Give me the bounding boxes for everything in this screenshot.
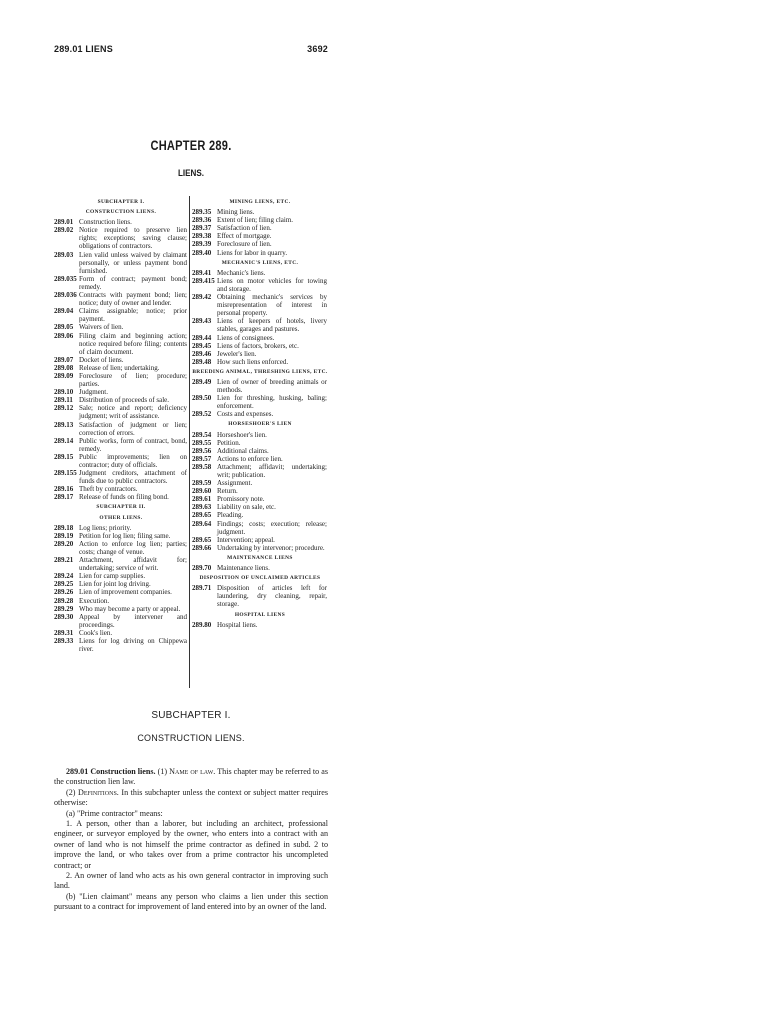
contents-entry-title: Liability on sale, etc. (217, 503, 276, 512)
contents-entry-number: 289.04 (54, 307, 74, 316)
contents-entry (192, 463, 328, 479)
contents-group-heading: MAINTENANCE LIENS (227, 554, 293, 561)
running-head-section: 289.01 LIENS (54, 44, 113, 54)
contents-entry (192, 269, 328, 277)
contents-entry (54, 469, 188, 485)
contents-entry-title: Foreclosure of lien. (217, 240, 272, 249)
paragraph: (a) "Prime contractor" means: (66, 808, 163, 818)
contents-entry-number: 289.08 (54, 363, 74, 372)
contents-entry-number: 289.06 (54, 331, 74, 340)
contents-entry-number: 289.19 (54, 531, 74, 540)
contents-entry (54, 396, 188, 404)
contents-entry-title: Form of contract; payment bond; remedy. (79, 274, 187, 291)
contents-group-heading: HOSPITAL LIENS (234, 611, 286, 618)
contents-entry-number: 289.13 (54, 420, 74, 429)
paragraph (54, 788, 328, 809)
contents-entry-title: Claims assignable; notice; prior payment. (79, 307, 187, 324)
contents-entry-number: 289.12 (54, 404, 74, 413)
contents-entry-number: 289.03 (54, 250, 74, 259)
contents-entry-title: Maintenance liens. (217, 564, 270, 573)
contents-entry-number: 289.44 (192, 333, 212, 342)
contents-entry-number: 289.61 (192, 495, 212, 504)
contents-entry (192, 511, 328, 519)
contents-entry (192, 536, 328, 544)
contents-entry (54, 437, 188, 453)
contents-entry-number: 289.18 (54, 523, 74, 532)
contents-entry-title: Notice required to preserve lien rights; exceptions; saving clause; obligations of contractors. (79, 226, 187, 251)
contents-entry (192, 564, 328, 572)
contents-entry (54, 637, 188, 653)
contents-entry-title: Effect of mortgage. (217, 232, 272, 241)
contents-entry (192, 240, 328, 248)
contents-entry-number: 289.26 (54, 588, 74, 597)
contents-entry-title: Undertaking by intervenor; procedure. (217, 543, 325, 552)
contents-entry (54, 226, 188, 250)
column-divider (189, 196, 190, 688)
contents-entry (54, 605, 188, 613)
contents-entry-number: 289.59 (192, 479, 212, 488)
contents-entry (54, 218, 188, 226)
contents-entry (54, 356, 188, 364)
contents-entry-number: 289.58 (192, 462, 212, 471)
contents-entry-title: Theft by contractors. (79, 485, 138, 494)
page-number: 3692 (307, 44, 328, 54)
contents-entry-title: Public works, form of contract, bond, remedy. (79, 436, 187, 453)
contents-entry-number: 289.63 (192, 503, 212, 512)
contents-group-heading: MECHANIC'S LIENS, ETC. (221, 259, 299, 266)
contents-entry (54, 307, 188, 323)
contents-entry-title: Filing claim and beginning action; notice required before filing; contents of claim document. (79, 331, 187, 356)
contents-entry-title: Docket of liens. (79, 355, 124, 364)
contents-entry (192, 495, 328, 503)
contents-entry-number: 289.33 (54, 636, 74, 645)
contents-entry (192, 439, 328, 447)
contents-entry-number: 289.36 (192, 216, 212, 225)
contents-entry (54, 540, 188, 556)
section-number: 289.01 (66, 767, 89, 776)
running-head (54, 44, 328, 54)
contents-entry (192, 317, 328, 333)
contents-entry-number: 289.415 (192, 276, 215, 285)
paragraph: (b) "Lien claimant" means any person who claims a lien under this section pursuant to a contract for improvement of land entered into by an owner of the land. (54, 891, 328, 912)
contents-entry-title: Extent of lien; filing claim. (217, 216, 294, 225)
contents-left-column (54, 196, 188, 653)
contents-entry (192, 410, 328, 418)
contents-entry (192, 447, 328, 455)
contents-entry-title: Construction liens. (79, 218, 132, 227)
contents-entry-title: Lien of improvement companies. (79, 588, 172, 597)
contents-entry-number: 289.07 (54, 355, 74, 364)
contents-entry (192, 350, 328, 358)
contents-entry-title: Release of funds on filing bond. (79, 493, 169, 502)
contents-entry (54, 388, 188, 396)
contents-entry-number: 289.66 (192, 543, 212, 552)
contents-entry (54, 372, 188, 388)
contents-entry-title: Attachment; affidavit; undertaking; writ; publication. (217, 462, 327, 479)
contents-entry (192, 544, 328, 552)
contents-entry (54, 404, 188, 420)
contents-entry-number: 289.37 (192, 224, 212, 233)
contents-entry-number: 289.38 (192, 232, 212, 241)
contents-entry (54, 251, 188, 275)
contents-entry (192, 277, 328, 293)
contents-entry-number: 289.80 (192, 620, 212, 629)
contents-entry-number: 289.30 (54, 612, 74, 621)
contents-entry-title: Disposition of articles left for laundering, dry cleaning, repair, storage. (217, 584, 327, 609)
contents-entry-title: Additional claims. (217, 446, 269, 455)
contents-entry-number: 289.25 (54, 580, 74, 589)
subsection-label: Definitions. (77, 787, 119, 797)
contents-entry-title: Jeweler's lien. (217, 349, 257, 358)
contents-entry-number: 289.70 (192, 564, 212, 573)
contents-group-heading: HORSESHOER'S LIEN (228, 421, 292, 428)
contents-entry-title: Distribution of proceeds of sale. (79, 396, 170, 405)
contents-entry-title: Appeal by intervener and proceedings. (79, 612, 187, 629)
contents-entry-title: Lien for threshing, husking, baling; enforcement. (217, 394, 327, 411)
contents-entry-number: 289.45 (192, 341, 212, 350)
contents-entry-title: Assignment. (217, 479, 253, 488)
contents-entry-title: Cook's lien. (79, 628, 113, 637)
contents-entry-title: Mining liens. (217, 208, 255, 217)
contents-entry (192, 216, 328, 224)
contents-entry-title: Liens for labor in quarry. (217, 248, 288, 257)
contents-entry-number: 289.05 (54, 323, 74, 332)
contents-right-column (192, 196, 328, 629)
contents-entry-number: 289.57 (192, 454, 212, 463)
contents-entry-title: Intervention; appeal. (217, 535, 275, 544)
subsection-label: Name of law. (169, 767, 216, 776)
contents-entry-number: 289.24 (54, 572, 74, 581)
contents-entry-number: 289.20 (54, 539, 74, 548)
contents-entry-title: Liens of consignees. (217, 333, 275, 342)
contents-entry-number: 289.11 (54, 396, 73, 405)
chapter-contents (54, 196, 328, 696)
contents-entry-title: Petition for log lien; filing same. (79, 531, 171, 540)
contents-entry-number: 289.65 (192, 511, 212, 520)
contents-entry-number: 289.17 (54, 493, 74, 502)
subchapter-heading: SUBCHAPTER I. (151, 710, 231, 721)
contents-entry-title: Log liens; priority. (79, 523, 132, 532)
contents-entry (192, 487, 328, 495)
contents-entry-title: Costs and expenses. (217, 410, 274, 419)
paragraph: 2. An owner of land who acts as his own general contractor in improving such land. (54, 871, 328, 891)
paragraph (54, 767, 328, 788)
contents-entry-title: Promissory note. (217, 495, 265, 504)
contents-entry-number: 289.52 (192, 410, 212, 419)
contents-entry (192, 208, 328, 216)
contents-entry-title: Satisfaction of judgment or lien; correction of errors. (79, 420, 187, 437)
contents-entry-title: Liens on motor vehicles for towing and storage. (217, 276, 327, 293)
contents-entry-number: 289.65 (192, 535, 212, 544)
contents-entry-number: 289.46 (192, 349, 212, 358)
subsection-number: (1) (157, 767, 168, 776)
contents-entry-title: Waivers of lien. (79, 323, 124, 332)
contents-entry (192, 249, 328, 257)
contents-entry (192, 394, 328, 410)
contents-entry-title: Lien of owner of breeding animals or methods. (217, 377, 327, 395)
contents-entry (192, 232, 328, 240)
contents-entry (54, 485, 188, 493)
contents-entry-title: Pleading. (217, 511, 244, 520)
contents-entry (54, 524, 188, 532)
contents-entry-title: How such liens enforced. (217, 357, 289, 366)
contents-entry-number: 289.28 (54, 596, 74, 605)
contents-entry (192, 455, 328, 463)
contents-entry (54, 323, 188, 331)
contents-entry-title: Actions to enforce lien. (217, 454, 283, 463)
contents-entry-number: 289.56 (192, 446, 212, 455)
contents-entry-number: 289.64 (192, 519, 212, 528)
contents-group-heading: SUBCHAPTER I. (97, 199, 145, 205)
contents-entry-title: Lien valid unless waived by claimant personally, or unless payment bond furnished. (79, 250, 187, 275)
contents-entry (192, 293, 328, 317)
contents-entry-title: Execution. (79, 596, 110, 605)
paragraph: 1. A person, other than a laborer, but including an architect, professional engineer, or surveyor employed by the owner, who enters into a contract with an owner of land who is not himself the prime contractor as defined in subd. 2 to improve the land, or who takes over from a prime contractor his uncompleted contract; or (54, 819, 328, 870)
paragraph-text: In this subchapter unless the context or subject matter requires otherwise: (54, 787, 328, 808)
contents-entry-title: Judgment. (79, 388, 108, 397)
contents-entry (54, 580, 188, 588)
contents-entry (192, 378, 328, 394)
contents-entry-number: 289.39 (192, 240, 212, 249)
contents-entry-title: Liens of factors, brokers, etc. (217, 341, 299, 350)
contents-entry-number: 289.48 (192, 357, 212, 366)
contents-entry-title: Attachment, affidavit for; undertaking; service of writ. (79, 556, 187, 573)
contents-entry-number: 289.71 (192, 584, 212, 593)
contents-entry (192, 334, 328, 342)
contents-entry-title: Judgment creditors, attachment of funds due to public contractors. (79, 469, 187, 486)
subchapter-title: CONSTRUCTION LIENS. (137, 733, 245, 743)
contents-entry-number: 289.01 (54, 218, 74, 227)
contents-entry (192, 358, 328, 366)
contents-group-heading: OTHER LIENS. (99, 514, 143, 521)
contents-entry (192, 431, 328, 439)
contents-group-heading: MINING LIENS, ETC. (229, 199, 291, 205)
contents-entry-title: Findings; costs; execution; release; judgment. (217, 519, 327, 536)
section-heading: Construction liens. (90, 767, 156, 776)
contents-entry (192, 503, 328, 511)
contents-entry-number: 289.49 (192, 377, 212, 386)
contents-entry (54, 588, 188, 596)
contents-entry-title: Foreclosure of lien; procedure; parties. (79, 371, 187, 389)
contents-entry (54, 453, 188, 469)
contents-entry-title: Hospital liens. (217, 620, 258, 629)
contents-entry (54, 572, 188, 580)
contents-entry (54, 332, 188, 356)
contents-entry (54, 421, 188, 437)
contents-entry-title: Horseshoer's lien. (217, 430, 267, 439)
contents-entry-number: 289.036 (54, 291, 77, 300)
contents-entry-number: 289.43 (192, 317, 212, 326)
chapter-subtitle: LIENS. (177, 168, 205, 179)
subsection-number: (2) (66, 787, 76, 797)
contents-group-heading: BREEDING ANIMAL, THRESHING LIENS, ETC. (192, 368, 328, 375)
contents-group-heading: DISPOSITION OF UNCLAIMED ARTICLES (199, 575, 321, 582)
contents-group-heading: SUBCHAPTER II. (96, 504, 146, 511)
contents-entry (54, 493, 188, 501)
contents-entry-title: Liens of keepers of hotels, livery stables, garages and pastures. (217, 317, 327, 334)
contents-entry-number: 289.40 (192, 248, 212, 257)
paragraph-text: This chapter may be referred to as the construction lien law. (54, 767, 328, 787)
contents-entry-title: Return. (217, 487, 238, 496)
contents-entry (192, 621, 328, 629)
contents-entry-title: Obtaining mechanic's services by misrepresentation of interest in personal property. (217, 293, 327, 318)
contents-entry-title: Satisfaction of lien. (217, 224, 272, 233)
contents-entry-number: 289.41 (192, 268, 212, 277)
contents-group-heading: CONSTRUCTION LIENS. (85, 209, 157, 216)
contents-entry (54, 613, 188, 629)
contents-entry-number: 289.50 (192, 394, 212, 403)
contents-entry-title: Release of lien; undertaking. (79, 363, 160, 372)
contents-entry (54, 597, 188, 605)
contents-entry-number: 289.29 (54, 604, 74, 613)
contents-entry (192, 520, 328, 536)
contents-entry-number: 289.16 (54, 485, 74, 494)
contents-entry (192, 584, 328, 608)
contents-entry-number: 289.035 (54, 274, 77, 283)
contents-entry (54, 532, 188, 540)
contents-entry-title: Action to enforce log lien; parties; costs; change of venue. (79, 539, 187, 556)
contents-entry-number: 289.21 (54, 556, 74, 565)
contents-entry (192, 224, 328, 232)
contents-entry-title: Contracts with payment bond; lien; notice; duty of owner and lender. (79, 291, 187, 308)
contents-entry-number: 289.15 (54, 452, 74, 461)
contents-entry-number: 289.35 (192, 208, 212, 217)
section-text (54, 710, 328, 913)
contents-entry-number: 289.54 (192, 430, 212, 439)
contents-entry-title: Sale; notice and report; deficiency judgment; writ of assistance. (79, 404, 187, 421)
contents-entry-number: 289.14 (54, 436, 74, 445)
contents-entry (54, 629, 188, 637)
contents-entry-title: Public improvements; lien on contractor; duty of officials. (79, 452, 187, 469)
chapter-title: CHAPTER 289. (150, 138, 232, 153)
contents-entry (54, 291, 188, 307)
contents-entry (54, 364, 188, 372)
contents-entry-title: Petition. (217, 438, 241, 447)
contents-entry (54, 275, 188, 291)
contents-entry-number: 289.55 (192, 438, 212, 447)
contents-entry (192, 479, 328, 487)
contents-entry-number: 289.60 (192, 487, 212, 496)
contents-entry-title: Lien for camp supplies. (79, 572, 146, 581)
contents-entry (192, 342, 328, 350)
contents-entry-number: 289.42 (192, 293, 212, 302)
contents-entry-number: 289.31 (54, 628, 74, 637)
contents-entry-title: Who may become a party or appeal. (79, 604, 181, 613)
contents-entry-number: 289.09 (54, 371, 74, 380)
contents-entry (54, 556, 188, 572)
contents-entry-number: 289.10 (54, 388, 74, 397)
contents-entry-title: Liens for log driving on Chippewa river. (79, 636, 187, 654)
contents-entry-title: Mechanic's liens. (217, 268, 266, 277)
contents-entry-number: 289.155 (54, 469, 77, 478)
contents-entry-title: Lien for joint log driving. (79, 580, 151, 589)
contents-entry-number: 289.02 (54, 226, 74, 235)
